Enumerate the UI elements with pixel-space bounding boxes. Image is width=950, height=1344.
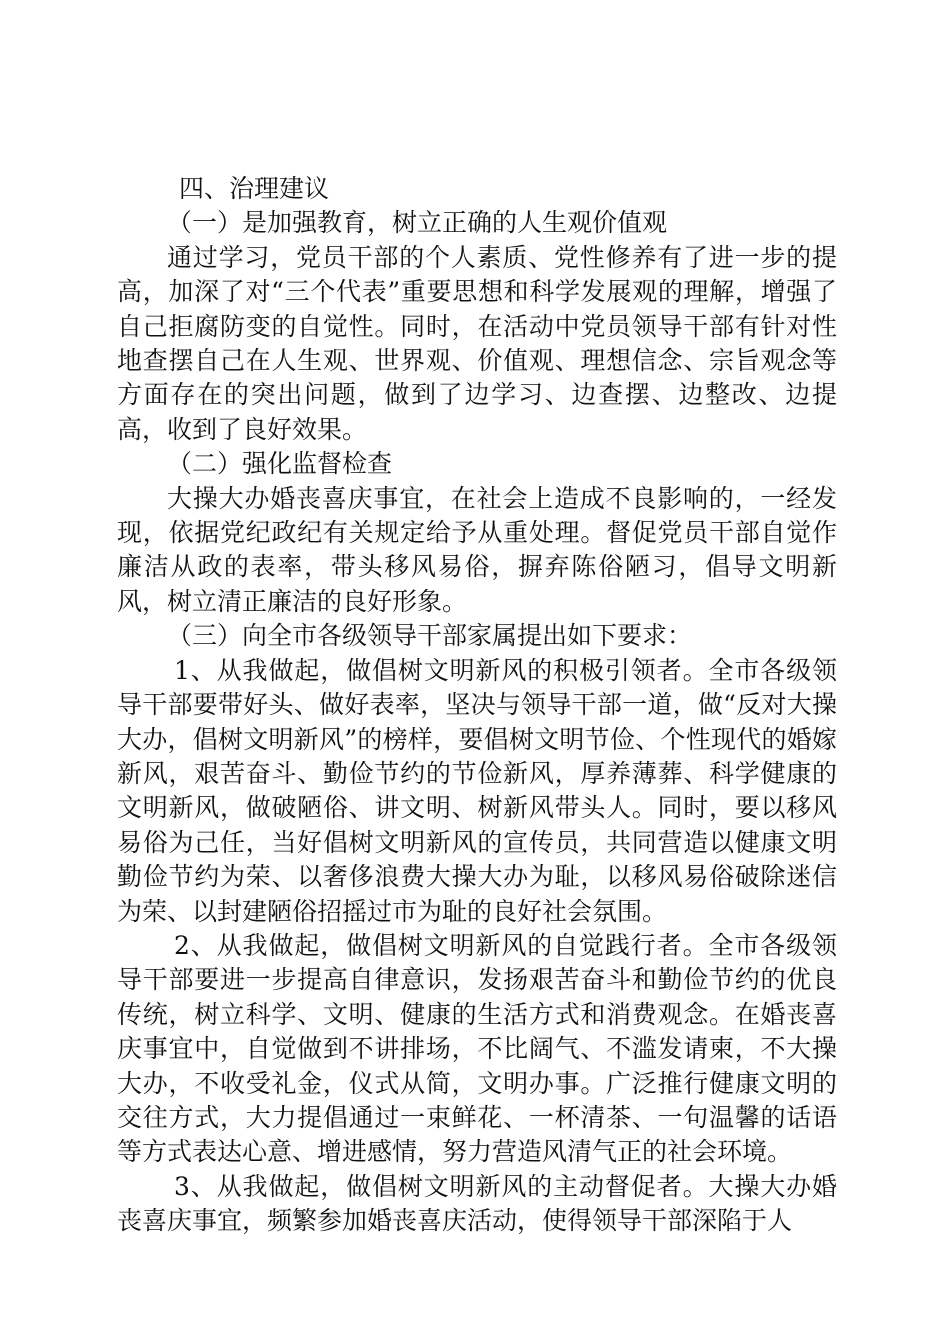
requirement-item-1: 1、从我做起，做倡树文明新风的积极引领者。全市各级领导干部要带好头、做好表率，坚决与领导干部一道，做“反对大操大办，倡树文明新风”的榜样，要倡树文明节俭、个性现代的婚嫁新风，艰苦奋斗、勤俭节约的节俭新风，厚养薄葬、科学健康的文明新风，做破陋俗、讲文明、树新风带头人。同时，要以移风易俗为己任，当好倡树文明新风的宣传员，共同营造以健康文明勤俭节约为荣、以奢侈浪费大操大办为耻，以移风易俗破除迷信为荣、以封建陋俗招摇过市为耻的良好社会氛围。 [117, 655, 837, 926]
subsection-1-paragraph: 通过学习，党员干部的个人素质、党性修养有了进一步的提高，加深了对“三个代表”重要思想和科学发展观的理解，增强了自己拒腐防变的自觉性。同时，在活动中党员领导干部有针对性地查摆自己在人生观、世界观、价值观、理想信念、宗旨观念等方面存在的突出问题，做到了边学习、边查摆、边整改、边提高，收到了良好效果。 [117, 242, 837, 444]
subsection-2-title: （二）强化监督检查 [167, 449, 393, 479]
subsection-2-paragraph: 大操大办婚丧喜庆事宜，在社会上造成不良影响的，一经发现，依据党纪政纪有关规定给予从重处理。督促党员干部自觉作廉洁从政的表率，带头移风易俗，摒弃陈俗陋习，倡导文明新风，树立清正廉洁的良好形象。 [117, 483, 837, 616]
subsection-1-title: （一）是加强教育，树立正确的人生观价值观 [167, 208, 668, 238]
section-title: 四、治理建议 [179, 174, 330, 203]
requirement-item-3: 3、从我做起，做倡树文明新风的主动督促者。大操大办婚丧喜庆事宜，频繁参加婚丧喜庆活动，使得领导干部深陷于人 [117, 1171, 837, 1236]
document-body [117, 172, 837, 1239]
requirement-item-2: 2、从我做起，做倡树文明新风的自觉践行者。全市各级领导干部要进一步提高自律意识，发扬艰苦奋斗和勤俭节约的优良传统，树立科学、文明、健康的生活方式和消费观念。在婚丧喜庆事宜中，自觉做到不讲排场，不比阔气、不滥发请柬，不大操大办，不收受礼金，仪式从简，文明办事。广泛推行健康文明的交往方式，大力提倡通过一束鲜花、一杯清茶、一句温馨的话语等方式表达心意、增进感情，努力营造风清气正的社会环境。 [117, 930, 837, 1167]
subsection-3-title: （三）向全市各级领导干部家属提出如下要求： [167, 621, 693, 651]
